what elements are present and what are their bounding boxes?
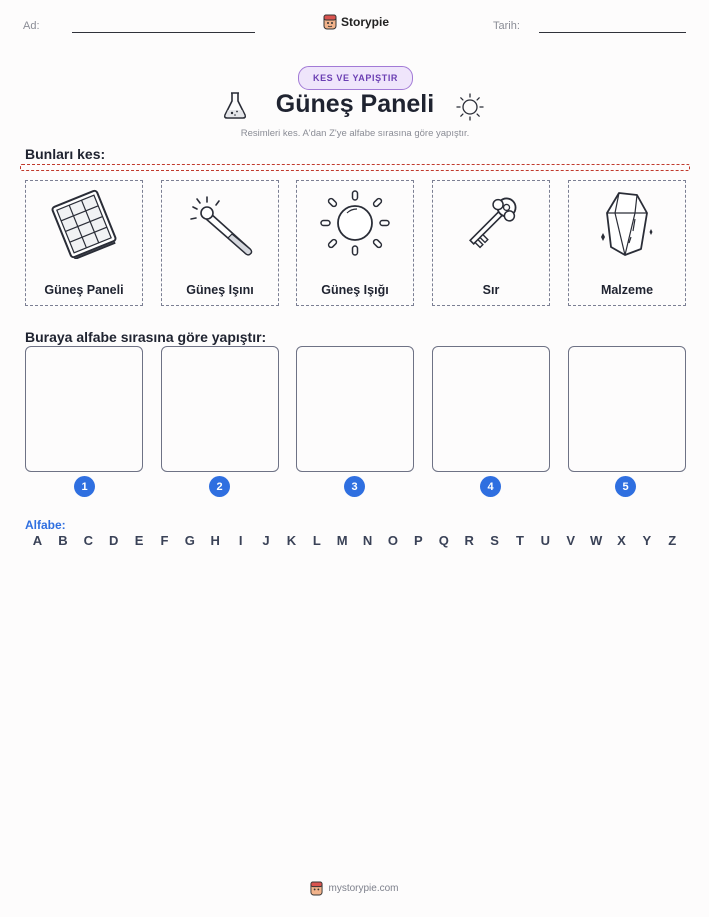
alphabet-letter: H bbox=[210, 533, 220, 548]
crystal-icon bbox=[589, 189, 665, 259]
sun-icon bbox=[317, 189, 393, 259]
storypie-mascot-icon bbox=[310, 881, 323, 896]
paste-heading: Buraya alfabe sırasına göre yapıştır: bbox=[25, 329, 267, 345]
alphabet-letter: L bbox=[312, 533, 321, 548]
footer-url[interactable]: mystorypie.com bbox=[328, 883, 399, 894]
footer bbox=[0, 881, 709, 896]
card-label: Güneş Işığı bbox=[321, 283, 389, 297]
name-line[interactable] bbox=[72, 32, 255, 33]
alphabet-letter: F bbox=[160, 533, 169, 548]
card-label: Malzeme bbox=[600, 283, 654, 297]
slot-number-badge: 5 bbox=[615, 476, 636, 497]
cut-heading: Bunları kes: bbox=[25, 146, 106, 162]
alphabet-letter: R bbox=[464, 533, 474, 548]
alphabet-letter: Y bbox=[642, 533, 652, 548]
slot-number-badge: 4 bbox=[480, 476, 501, 497]
alphabet-letter: I bbox=[238, 533, 243, 548]
solar-panel-icon bbox=[46, 189, 122, 259]
alphabet-letter: A bbox=[32, 533, 43, 548]
card-label: Güneş Paneli bbox=[44, 283, 124, 297]
paste-slot-4[interactable] bbox=[432, 346, 550, 472]
alphabet-letter: Z bbox=[668, 533, 677, 548]
alphabet-letter: S bbox=[490, 533, 499, 548]
small-sun-icon bbox=[455, 92, 485, 122]
storypie-mascot-icon bbox=[323, 14, 337, 30]
magic-wand-icon bbox=[182, 189, 258, 259]
slot-number-badge: 2 bbox=[209, 476, 230, 497]
paste-slot-2[interactable] bbox=[161, 346, 279, 472]
alphabet-letter: Q bbox=[438, 533, 449, 548]
alphabet-row bbox=[25, 533, 685, 548]
alphabet-letter: C bbox=[83, 533, 93, 548]
alphabet-letter: J bbox=[262, 533, 270, 548]
paste-slot-5[interactable] bbox=[568, 346, 686, 472]
slot-number-badge: 3 bbox=[344, 476, 365, 497]
alphabet-letter: G bbox=[184, 533, 195, 548]
card-label: Güneş Işını bbox=[186, 283, 254, 297]
alphabet-letter: N bbox=[362, 533, 373, 548]
alphabet-letter: K bbox=[286, 533, 297, 548]
brand-name: Storypie bbox=[341, 15, 390, 29]
alphabet-letter: M bbox=[336, 533, 348, 548]
alphabet-letter: U bbox=[540, 533, 550, 548]
date-line[interactable] bbox=[539, 32, 686, 33]
cut-dashed-line bbox=[20, 164, 690, 171]
cut-card-5[interactable] bbox=[568, 180, 686, 306]
slot-number-badge: 1 bbox=[74, 476, 95, 497]
alphabet-label: Alfabe: bbox=[25, 518, 66, 532]
page-title: Güneş Paneli bbox=[275, 90, 435, 118]
alphabet-letter: W bbox=[589, 533, 603, 548]
cut-card-1[interactable] bbox=[25, 180, 143, 306]
paste-slot-1[interactable] bbox=[25, 346, 143, 472]
alphabet-letter: X bbox=[617, 533, 626, 548]
alphabet-letter: V bbox=[566, 533, 576, 548]
cut-card-2[interactable] bbox=[161, 180, 279, 306]
activity-badge: KES VE YAPIŞTIR bbox=[298, 66, 413, 90]
name-label: Ad: bbox=[23, 20, 40, 32]
cut-card-4[interactable] bbox=[432, 180, 550, 306]
date-label: Tarih: bbox=[493, 20, 520, 32]
brand-logo bbox=[323, 14, 389, 30]
key-icon bbox=[453, 189, 529, 259]
card-label: Sır bbox=[482, 283, 500, 297]
alphabet-letter: E bbox=[134, 533, 144, 548]
alphabet-letter: D bbox=[108, 533, 119, 548]
alphabet-letter: O bbox=[387, 533, 399, 548]
alphabet-letter: P bbox=[414, 533, 423, 548]
alphabet-letter: B bbox=[58, 533, 68, 548]
alphabet-letter: T bbox=[515, 533, 524, 548]
instructions: Resimleri kes. A'dan Z'ye alfabe sırasına göre yapıştır. bbox=[240, 128, 470, 139]
paste-slot-3[interactable] bbox=[296, 346, 414, 472]
cut-card-3[interactable] bbox=[296, 180, 414, 306]
